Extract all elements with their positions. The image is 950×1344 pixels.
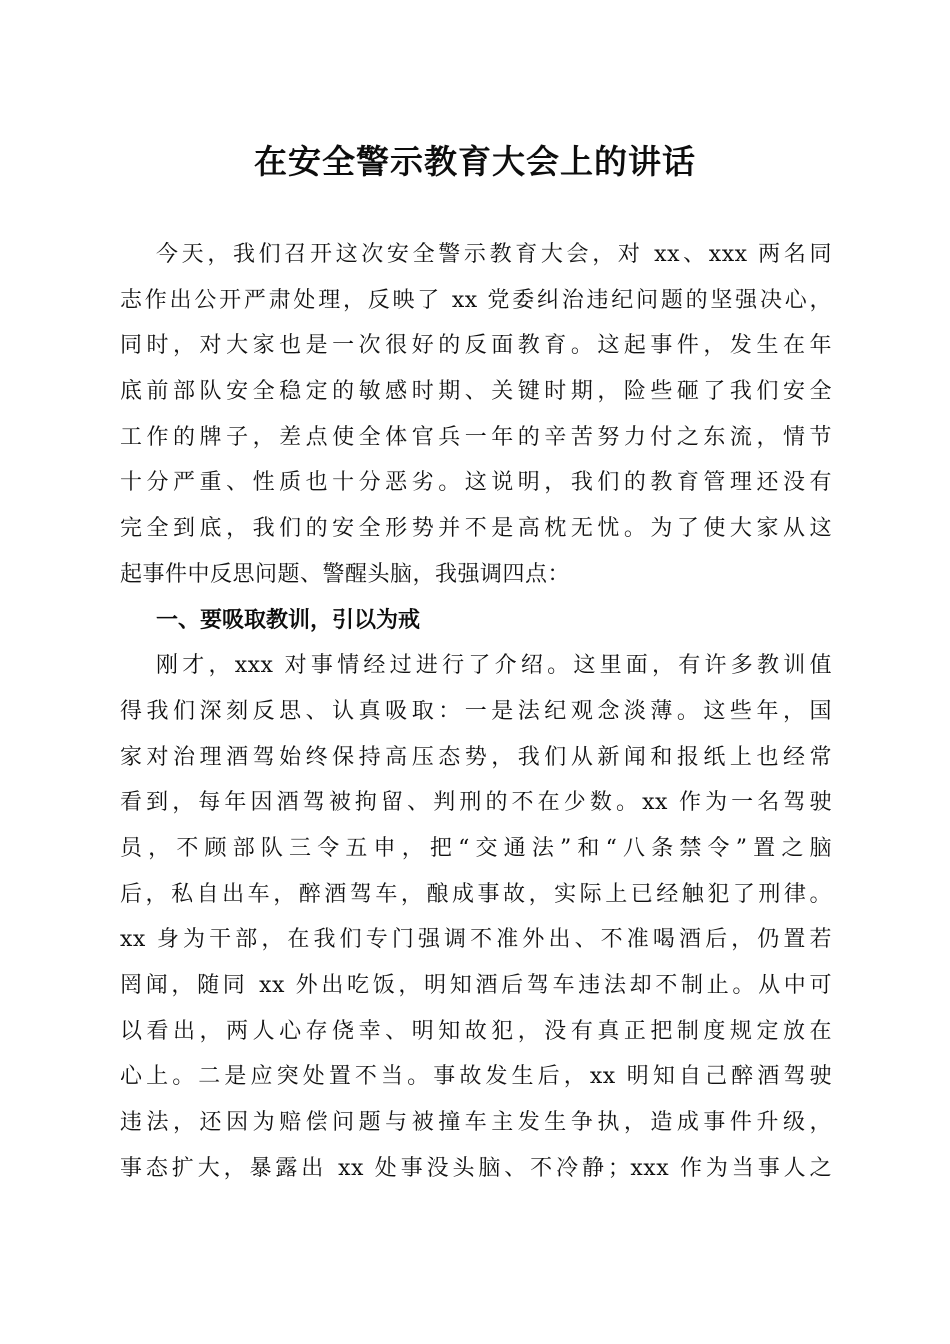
paragraph-line: 底前部队安全稳定的敏感时期、关键时期，险些砸了我们安全 [120,379,832,405]
paragraph-line: 后，私自出车，醉酒驾车，酿成事故，实际上已经触犯了刑律。 [120,881,832,907]
paragraph-line: 看到，每年因酒驾被拘留、判刑的不在少数。xx 作为一名驾驶 [120,790,832,816]
paragraph-line: 工作的牌子，差点使全体官兵一年的辛苦努力付之东流，情节 [120,424,832,450]
paragraph-line: 员，不顾部队三令五申，把“交通法”和“八条禁令”置之脑 [120,835,832,861]
document-title: 在安全警示教育大会上的讲话 [254,142,696,181]
paragraph-line: 志作出公开严肃处理，反映了 xx 党委纠治违纪问题的坚强决心， [120,287,832,313]
paragraph-line: 同时，对大家也是一次很好的反面教育。这起事件，发生在年 [120,333,832,359]
paragraph-line: xx 身为干部，在我们专门强调不准外出、不准喝酒后，仍置若 [120,927,832,953]
document-body [120,232,832,1191]
paragraph-line: 违法，还因为赔偿问题与被撞车主发生争执，造成事件升级， [120,1110,832,1136]
paragraph-line: 以看出，两人心存侥幸、明知故犯，没有真正把制度规定放在 [120,1018,832,1044]
paragraph-line: 事态扩大，暴露出 xx 处事没头脑、不冷静；xxx 作为当事人之 [120,1155,832,1181]
paragraph-line: 今天，我们召开这次安全警示教育大会，对 xx、xxx 两名同 [156,242,832,267]
paragraph-line: 家对治理酒驾始终保持高压态势，我们从新闻和报纸上也经常 [120,744,832,770]
paragraph-line: 起事件中反思问题、警醒头脑，我强调四点： [120,561,571,587]
paragraph-line: 刚才，xxx 对事情经过进行了介绍。这里面，有许多教训值 [156,653,832,679]
paragraph-line: 完全到底，我们的安全形势并不是高枕无忧。为了使大家从这 [120,516,832,542]
paragraph-line: 十分严重、性质也十分恶劣。这说明，我们的教育管理还没有 [120,470,832,496]
paragraph-line: 得我们深刻反思、认真吸取：一是法纪观念淡薄。这些年，国 [120,698,832,724]
paragraph-line: 罔闻，随同 xx 外出吃饭，明知酒后驾车违法却不制止。从中可 [120,973,832,998]
paragraph-line: 心上。二是应突处置不当。事故发生后，xx 明知自己醉酒驾驶 [120,1064,832,1090]
section-heading: 一、要吸取教训，引以为戒 [156,607,421,633]
